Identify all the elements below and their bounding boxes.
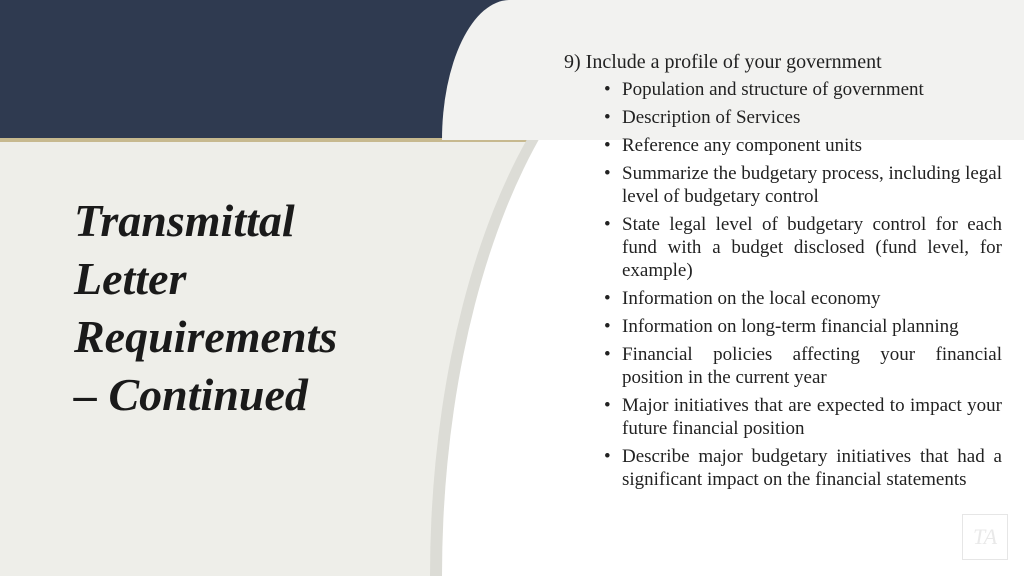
bullet-text: Summarize the budgetary process, including legal level of budgetary control (622, 163, 1002, 207)
bullet-item (602, 162, 1002, 208)
bullet-text: Major initiatives that are expected to impact your future financial position (622, 395, 1002, 439)
bullet-icon: • (604, 288, 611, 309)
bullet-text: Population and structure of government (622, 79, 924, 100)
title-line: Letter (74, 253, 187, 304)
bullet-item (602, 213, 1002, 282)
bullet-icon: • (604, 135, 611, 156)
bullet-icon: • (604, 344, 611, 365)
slide-title (74, 192, 404, 424)
bullet-item (602, 394, 1002, 440)
bullet-list (562, 78, 1002, 491)
bullet-icon: • (604, 214, 611, 235)
content-body (562, 49, 1002, 496)
bullet-icon: • (604, 316, 611, 337)
bullet-text: State legal level of budgetary control for each fund with a budget disclosed (fund level, for example) (622, 214, 1002, 281)
bullet-item (602, 134, 1002, 157)
bullet-text: Information on the local economy (622, 288, 881, 309)
organization-logo: TA (962, 514, 1008, 560)
title-line: – Continued (74, 369, 308, 420)
section-heading: 9) Include a profile of your government (564, 51, 882, 73)
bullet-text: Description of Services (622, 107, 801, 128)
bullet-item (602, 343, 1002, 389)
bullet-item (602, 315, 1002, 338)
bullet-icon: • (604, 395, 611, 416)
bullet-text: Information on long-term financial planning (622, 316, 959, 337)
bullet-item (602, 106, 1002, 129)
bullet-icon: • (604, 163, 611, 184)
bullet-icon: • (604, 107, 611, 128)
bullet-text: Financial policies affecting your financial position in the current year (622, 344, 1002, 388)
bullet-item (602, 287, 1002, 310)
bullet-text: Describe major budgetary initiatives that had a significant impact on the financial statements (622, 446, 1002, 490)
title-line: Requirements (74, 311, 338, 362)
bullet-icon: • (604, 446, 611, 467)
title-line: Transmittal (74, 195, 295, 246)
bullet-item (602, 445, 1002, 491)
bullet-text: Reference any component units (622, 135, 863, 156)
bullet-icon: • (604, 79, 611, 100)
bullet-item (602, 78, 1002, 101)
